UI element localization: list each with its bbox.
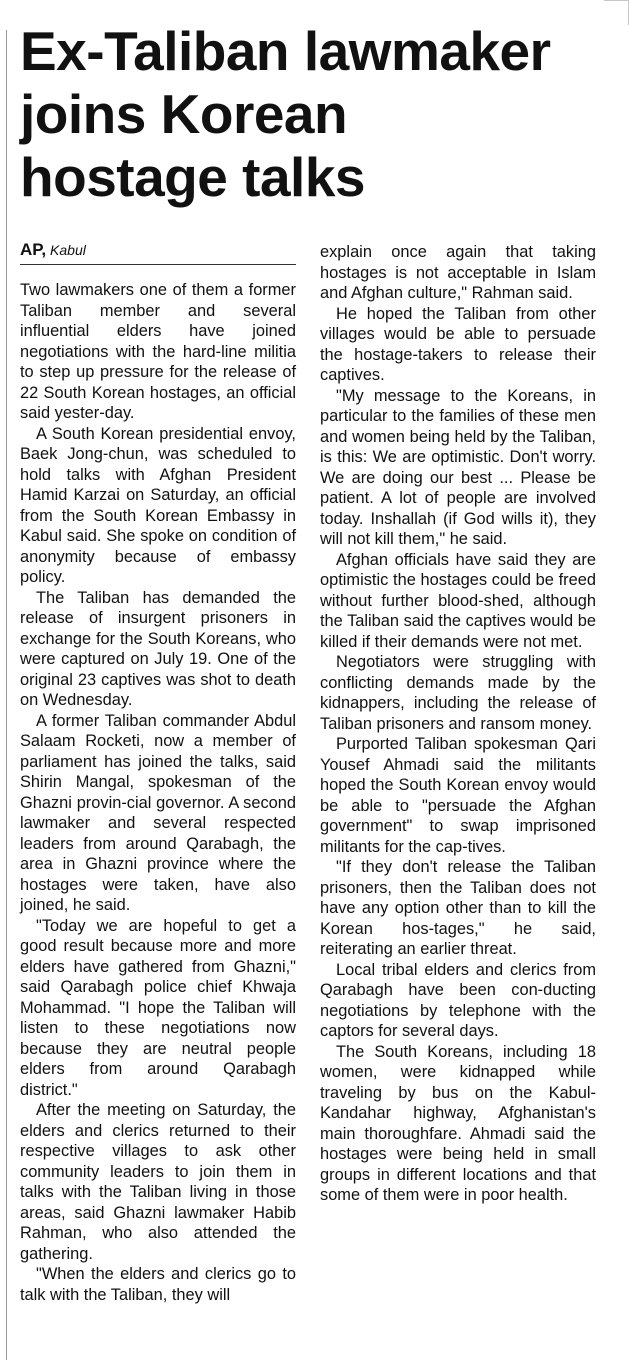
paragraph: The South Koreans, including 18 women, were kidnapped while traveling by bus on the Kabul-Kandahar highway, Afghanistan's main thoroughfare. Ahmadi said the hostages were being held in small groups in different locations and that some of them were in poor health. xyxy=(320,1042,596,1204)
article-column-1 xyxy=(20,280,296,1305)
headline-line-2: joins Korean xyxy=(20,83,348,145)
paragraph: A former Taliban commander Abdul Salaam Rocketi, now a member of parliament has joined the talks, said Shirin Mangal, spokesman of the Ghazni provin-cial governor. A second lawmaker and several respected leaders from around Qarabagh, the area in Ghazni province where the hostages were taken, have also joined, he said. xyxy=(20,711,296,914)
byline-agency: AP, xyxy=(20,240,47,259)
byline xyxy=(20,240,296,265)
paragraph: "When the elders and clerics go to talk with the Taliban, they will xyxy=(20,1265,296,1304)
headline-line-1: Ex-Taliban lawmaker xyxy=(20,20,551,82)
left-column-rule xyxy=(6,30,7,1360)
paragraph: The Taliban has demanded the release of insurgent prisoners in exchange for the South Koreans, who were captured on July 19. One of the original 23 captives was shot to death on Wednesday. xyxy=(20,588,296,709)
paragraph: "Today we are hopeful to get a good result because more and more elders have gathered from Ghazni," said Qarabagh police chief Khwaja Mohammad. "I hope the Taliban will listen to these negotiations now because they are neutral people elders from around Qarabagh district." xyxy=(20,916,296,1099)
byline-location: Kabul xyxy=(50,242,86,258)
paragraph: "If they don't release the Taliban prisoners, then the Taliban does not have any option other than to kill the Korean hos-tages," he said, reiterating an earlier threat. xyxy=(320,858,596,958)
paragraph: explain once again that taking hostages is not acceptable in Islam and Afghan culture," Rahman said. xyxy=(320,243,596,302)
paragraph: "My message to the Koreans, in particular to the families of these men and women being held by the Taliban, is this: We are optimistic. Don't worry. We are doing our best ... Please be patient. A lot of people are involved today. Inshallah (if God wills it), they will not kill them," he said. xyxy=(320,386,596,548)
paragraph: Two lawmakers one of them a former Taliban member and several influential elders have joined negotiations with the hard-line militia to step up pressure for the release of 22 South Korean hostages, an official said yester-day. xyxy=(20,281,296,422)
paragraph: Local tribal elders and clerics from Qarabagh have been con-ducting negotiations by telephone with the captors for several days. xyxy=(320,960,596,1040)
paragraph: He hoped the Taliban from other villages would be able to persuade the hostage-takers to release their captives. xyxy=(320,304,596,384)
article-column-2 xyxy=(320,242,596,1206)
headline xyxy=(20,20,620,209)
paragraph: Negotiators were struggling with conflicting demands made by the kidnappers, including the release of Taliban prisoners and ransom money. xyxy=(320,653,596,733)
paragraph: A South Korean presidential envoy, Baek Jong-chun, was scheduled to hold talks with Afghan President Hamid Karzai on Saturday, an official from the South Korean Embassy in Kabul said. She spoke on condition of anonymity because of embassy policy. xyxy=(20,424,296,586)
headline-line-3: hostage talks xyxy=(20,146,366,208)
paragraph: Afghan officials have said they are optimistic the hostages could be freed without further blood-shed, although the Taliban said the captives would be killed if their demands were not met. xyxy=(320,550,596,651)
paragraph: After the meeting on Saturday, the elders and clerics returned to their respective villages to ask other community leaders to join them in talks with the Taliban living in those areas, said Ghazni lawmaker Habib Rahman, who also attended the gathering. xyxy=(20,1101,296,1263)
paragraph: Purported Taliban spokesman Qari Yousef Ahmadi said the militants hoped the South Korean envoy would be able to "persuade the Afghan government" to swap imprisoned militants for the cap-tives. xyxy=(320,735,596,856)
